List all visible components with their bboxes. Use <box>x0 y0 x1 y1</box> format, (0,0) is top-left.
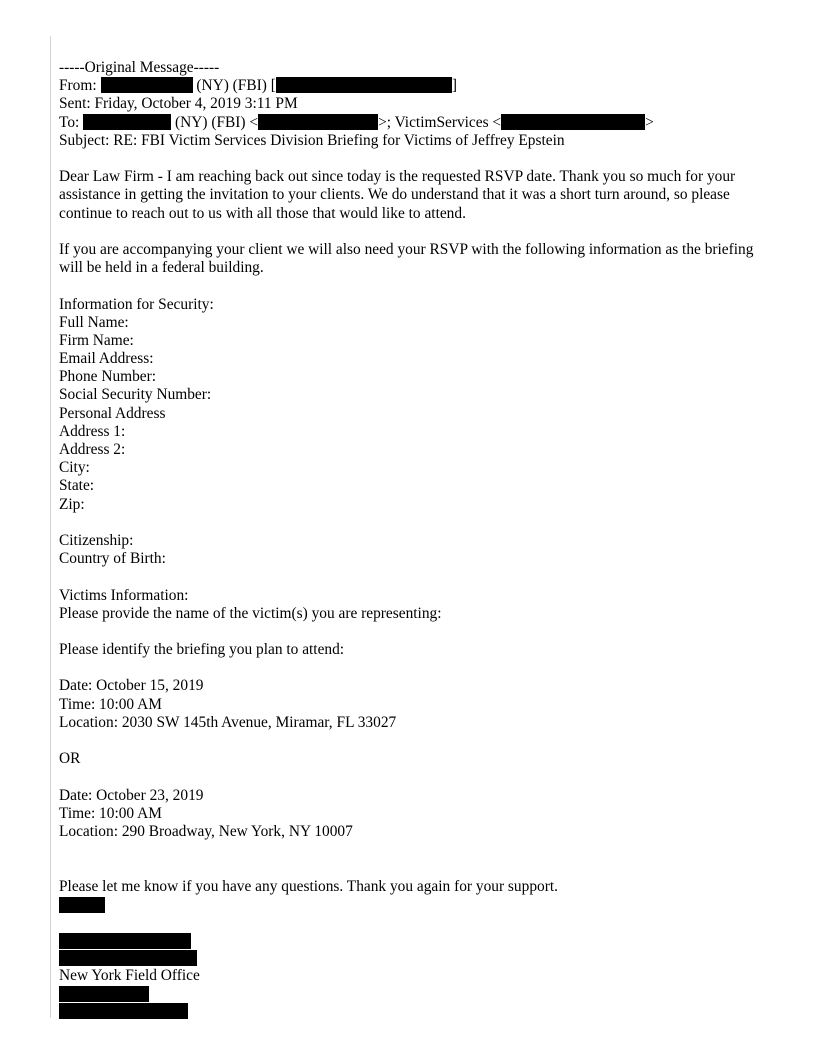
email-document <box>59 59 771 1020</box>
security-field: Personal Address <box>59 404 166 422</box>
redacted-signature-detail <box>59 986 149 1002</box>
briefing-location: Location: 290 Broadway, New York, NY 10007 <box>59 822 353 840</box>
redacted-signature-contact <box>59 1003 188 1019</box>
security-field: Phone Number: <box>59 368 157 386</box>
page-margin-rule <box>50 36 51 1018</box>
security-field: Firm Name: <box>59 331 134 349</box>
security-field: Social Security Number: <box>59 386 212 404</box>
briefing-option-miramar <box>59 677 771 732</box>
to-close: > <box>645 113 654 131</box>
body-paragraph-1: Dear Law Firm - I am reaching back out since today is the requested RSVP date. Thank you so much for your assistance in getting the invitation to your clients. We do understand that it was a short turn around, so please continue to reach out to us with all those that would like to attend. <box>59 168 736 222</box>
from-label: From: <box>59 77 97 95</box>
security-field: City: <box>59 459 90 477</box>
redacted-sender-email <box>276 77 452 93</box>
redacted-recipient-email <box>258 114 378 130</box>
security-field: Address 2: <box>59 441 126 459</box>
security-field: Zip: <box>59 495 85 513</box>
or-separator: OR <box>59 750 81 768</box>
redacted-signature-name <box>59 933 191 949</box>
body-paragraph-2: If you are accompanying your client we will also need your RSVP with the following information as the briefing will be held in a federal building. <box>59 240 754 277</box>
briefing-date: Date: October 23, 2019 <box>59 786 204 804</box>
original-message-separator: -----Original Message----- <box>59 59 220 76</box>
citizenship-fields-list <box>59 532 771 568</box>
briefing-time: Time: 10:00 AM <box>59 695 162 713</box>
victims-info-heading: Victims Information: <box>59 586 189 604</box>
security-field: Information for Security: <box>59 295 214 313</box>
briefing-prompt: Please identify the briefing you plan to attend: <box>59 641 345 659</box>
citizenship-field: Country of Birth: <box>59 550 166 568</box>
redacted-victimservices-email <box>501 114 645 130</box>
briefing-date: Date: October 15, 2019 <box>59 677 204 695</box>
from-close: ] <box>451 77 458 95</box>
redacted-signature-title <box>59 950 197 966</box>
briefing-location: Location: 2030 SW 145th Avenue, Miramar, FL 33027 <box>59 713 397 731</box>
sent-line: Sent: Friday, October 4, 2019 3:11 PM <box>59 95 298 113</box>
security-field: Address 1: <box>59 422 126 440</box>
closing-line: Please let me know if you have any questions. Thank you again for your support. <box>59 877 558 895</box>
redacted-recipient-name <box>83 114 171 130</box>
security-field: State: <box>59 477 95 495</box>
redacted-sender-name <box>101 77 193 93</box>
to-line <box>59 114 771 132</box>
to-label: To: <box>59 113 80 131</box>
security-fields-list <box>59 296 771 514</box>
victims-info-prompt: Please provide the name of the victim(s) you are representing: <box>59 604 442 622</box>
security-field: Full Name: <box>59 313 129 331</box>
from-line <box>59 77 771 95</box>
briefing-option-new-york <box>59 787 771 842</box>
signature-office: New York Field Office <box>59 966 200 984</box>
to-mid: >; VictimServices < <box>378 113 502 131</box>
redacted-sender-signoff <box>59 897 105 913</box>
citizenship-field: Citizenship: <box>59 531 134 549</box>
subject-line: Subject: RE: FBI Victim Services Division Briefing for Victims of Jeffrey Epstein <box>59 131 565 149</box>
briefing-time: Time: 10:00 AM <box>59 804 162 822</box>
to-org: (NY) (FBI) < <box>175 113 259 131</box>
from-org: (NY) (FBI) [ <box>196 77 276 95</box>
security-field: Email Address: <box>59 350 154 368</box>
